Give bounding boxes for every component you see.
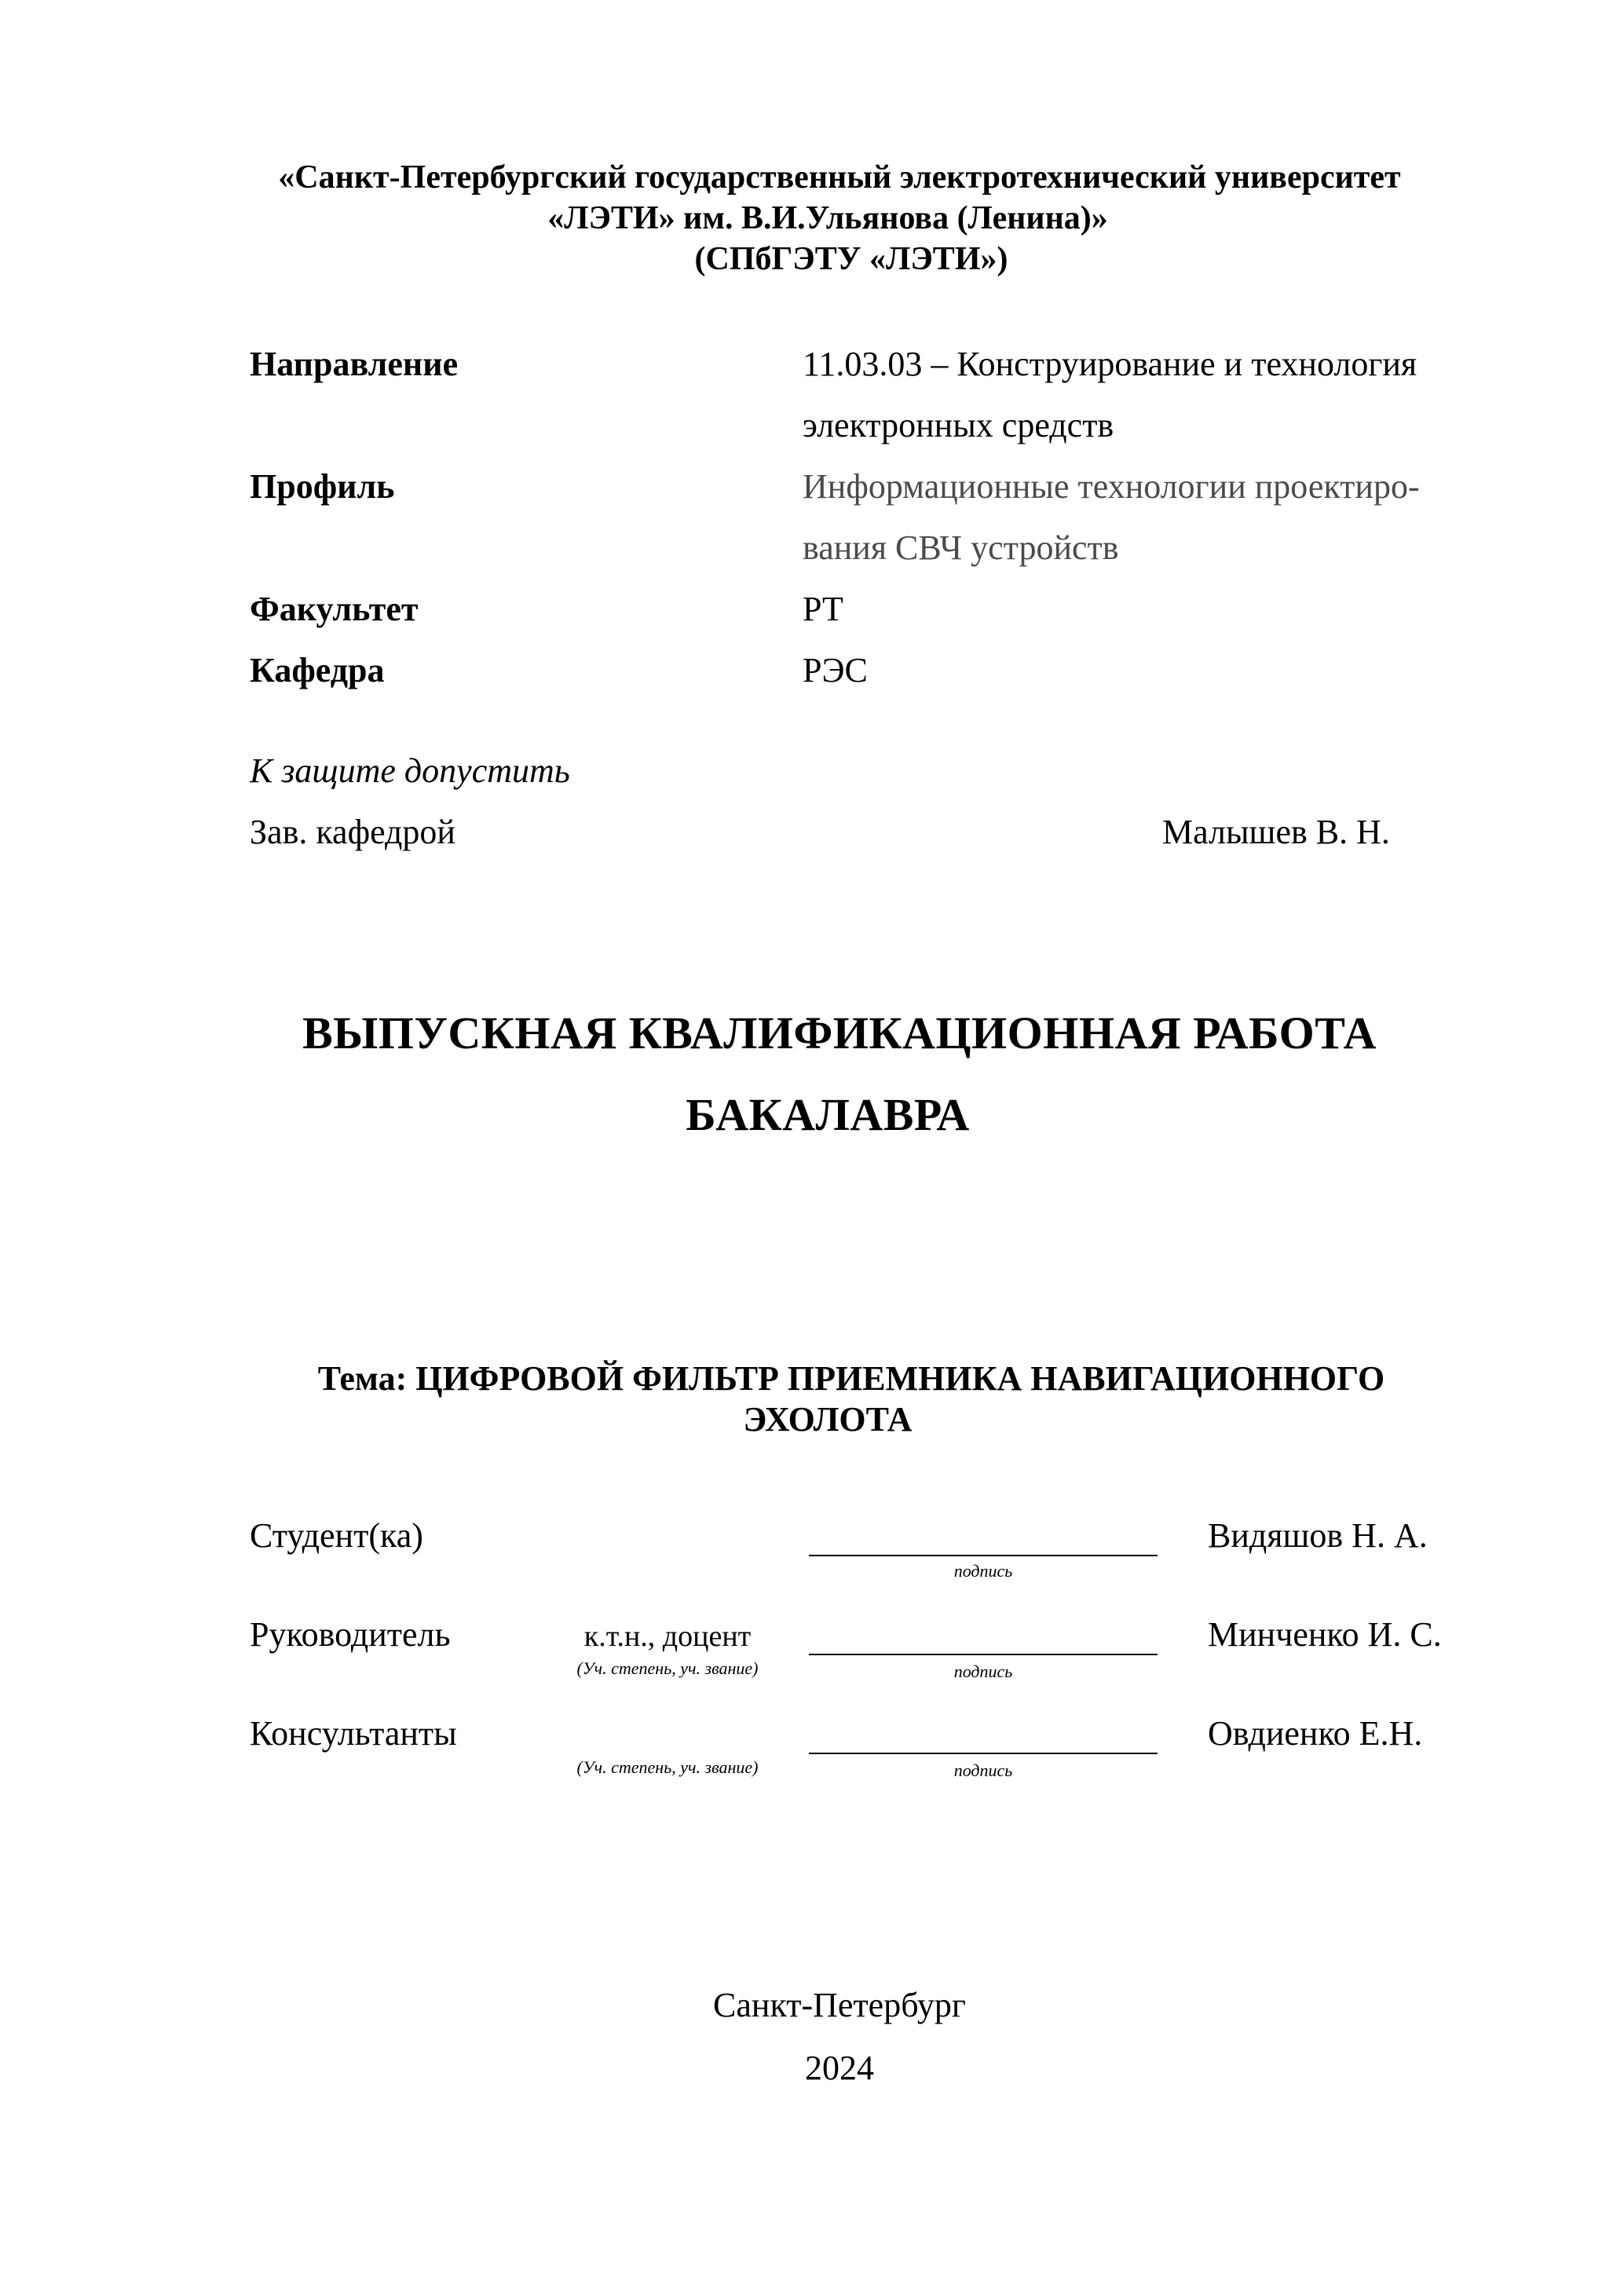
supervisor-degree-hint: (Уч. степень, уч. звание) [576, 1658, 759, 1678]
thesis-theme-line-2: ЭХОЛОТА [743, 1400, 913, 1439]
department-value: РЭС [803, 651, 868, 689]
consultants-role-label: Консультанты [250, 1714, 457, 1753]
defense-admission-text: К защите допустить [250, 751, 570, 790]
profile-label: Профиль [250, 467, 395, 506]
student-role-label: Студент(ка) [250, 1516, 423, 1555]
city: Санкт-Петербург [713, 1986, 966, 2024]
direction-value-line-2: электронных средств [803, 406, 1114, 444]
year: 2024 [805, 2049, 874, 2087]
thesis-theme-line-1: Тема: ЦИФРОВОЙ ФИЛЬТР ПРИЕМНИКА НАВИГАЦИОННОГО [317, 1359, 1385, 1398]
student-name: Видяшов Н. А. [1208, 1516, 1428, 1555]
student-signature-line [809, 1555, 1158, 1556]
university-name-line-2: «ЛЭТИ» им. В.И.Ульянова (Ленина)» [547, 200, 1108, 236]
consultants-signature-line [809, 1753, 1158, 1754]
supervisor-signature-line [809, 1654, 1158, 1655]
university-abbreviation: (СПбГЭТУ «ЛЭТИ») [694, 241, 1008, 277]
profile-value-line-2: вания СВЧ устройств [803, 528, 1119, 567]
faculty-value: РТ [803, 590, 843, 628]
work-title-line-2: БАКАЛАВРА [686, 1089, 970, 1140]
direction-label: Направление [250, 345, 459, 383]
thesis-theme [0, 1358, 1624, 1440]
consultants-degree-hint: (Уч. степень, уч. звание) [576, 1757, 759, 1777]
profile-value-line-1: Информационные технологии проектиро- [803, 467, 1420, 506]
faculty-label: Факультет [250, 590, 419, 628]
university-header [0, 157, 1624, 280]
consultants-signature-hint: подпись [953, 1760, 1013, 1780]
work-title-line-1: ВЫПУСКНАЯ КВАЛИФИКАЦИОННАЯ РАБОТА [302, 1007, 1377, 1058]
work-title [0, 993, 1624, 1156]
supervisor-role-label: Руководитель [250, 1615, 451, 1654]
university-name-line-1: «Санкт-Петербургский государственный электротехнический университет [278, 159, 1401, 196]
supervisor-degree: к.т.н., доцент [583, 1620, 752, 1653]
consultants-name: Овдиенко Е.Н. [1208, 1714, 1423, 1753]
direction-value-line-1: 11.03.03 – Конструирование и технология [803, 345, 1417, 383]
supervisor-signature-hint: подпись [953, 1662, 1013, 1681]
head-of-department-name: Малышев В. Н. [1162, 813, 1390, 851]
supervisor-name: Минченко И. С. [1208, 1615, 1442, 1654]
department-label: Кафедра [250, 651, 385, 689]
head-of-department-label: Зав. кафедрой [250, 813, 455, 851]
student-signature-hint: подпись [953, 1561, 1013, 1581]
